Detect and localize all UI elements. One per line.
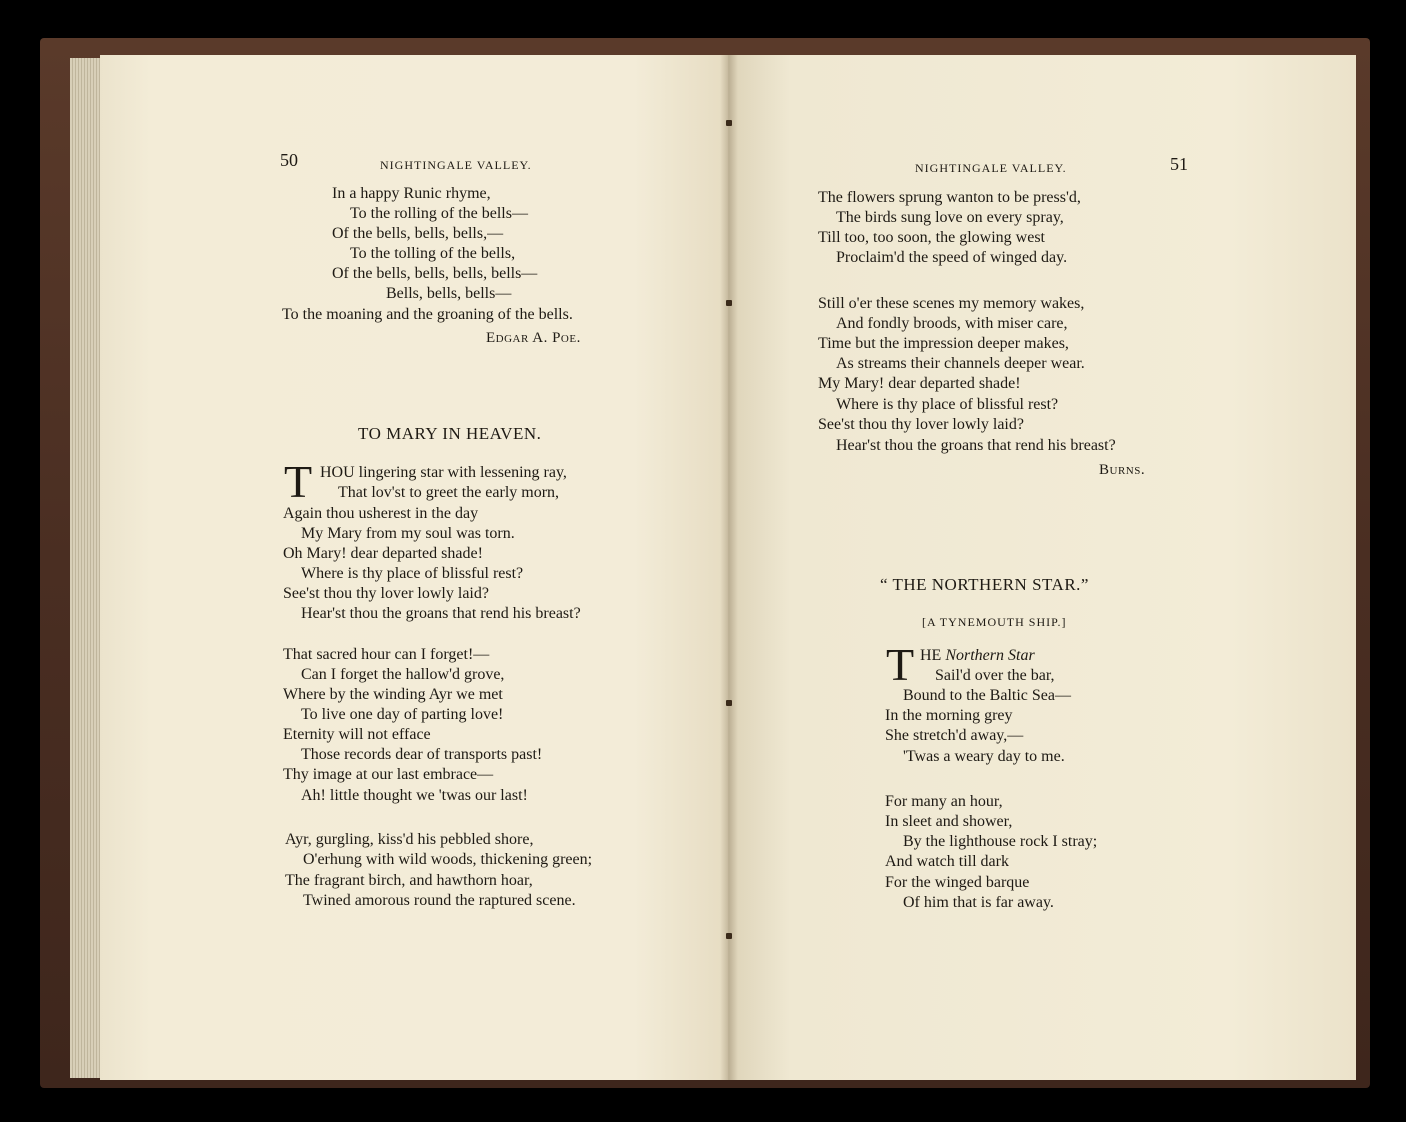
- right-running-head: NIGHTINGALE VALLEY.: [915, 161, 1067, 175]
- drop-cap: T: [886, 639, 915, 690]
- verse-line: My Mary from my soul was torn.: [301, 525, 515, 542]
- verse-line: See'st thou thy lover lowly laid?: [283, 585, 489, 602]
- verse-line: Of him that is far away.: [903, 894, 1054, 911]
- verse-line: And fondly broods, with miser care,: [836, 315, 1068, 332]
- verse-text: HE: [920, 647, 946, 664]
- verse-line: And watch till dark: [885, 853, 1009, 870]
- poem-subtitle: [A TYNEMOUTH SHIP.]: [922, 615, 1067, 629]
- author-attribution: Edgar A. Poe.: [486, 330, 581, 346]
- verse-line: Till too, too soon, the glowing west: [818, 229, 1045, 246]
- verse-line: Proclaim'd the speed of winged day.: [836, 249, 1068, 266]
- poem-title: “ THE NORTHERN STAR.”: [880, 575, 1089, 594]
- verse-line: Where is thy place of blissful rest?: [836, 396, 1059, 413]
- verse-line: Eternity will not efface: [283, 726, 431, 743]
- verse-line: To the tolling of the bells,: [350, 245, 516, 262]
- verse-line: For many an hour,: [885, 793, 1003, 810]
- verse-line: Hear'st thou the groans that rend his breast?: [301, 605, 581, 622]
- author-attribution: Burns.: [1099, 462, 1146, 478]
- verse-line: To the rolling of the bells—: [350, 205, 528, 222]
- verse-line: Ah! little thought we 'twas our last!: [301, 787, 528, 804]
- verse-line: Bells, bells, bells—: [386, 285, 512, 302]
- verse-line: To the moaning and the groaning of the bells.: [282, 306, 573, 323]
- verse-line: Can I forget the hallow'd grove,: [301, 666, 505, 683]
- left-page-number: 50: [280, 150, 298, 170]
- verse-line: Again thou usherest in the day: [283, 505, 479, 522]
- verse-line: In a happy Runic rhyme,: [332, 185, 491, 202]
- verse-line: [920, 646, 1035, 666]
- verse-line: That lov'st to greet the early morn,: [338, 484, 560, 501]
- verse-line: Bound to the Baltic Sea—: [903, 687, 1071, 704]
- ship-name: Northern Star: [945, 647, 1035, 664]
- verse-line: O'erhung with wild woods, thickening green;: [303, 851, 593, 868]
- verse-line: HOU lingering star with lessening ray,: [320, 464, 567, 481]
- verse-line: By the lighthouse rock I stray;: [903, 833, 1098, 850]
- right-page-number: 51: [1170, 154, 1188, 174]
- binding-stitch: [726, 933, 732, 939]
- verse-line: The birds sung love on every spray,: [836, 209, 1064, 226]
- verse-line: That sacred hour can I forget!—: [283, 646, 490, 663]
- poem-title: TO MARY IN HEAVEN.: [358, 424, 542, 443]
- verse-line: Still o'er these scenes my memory wakes,: [818, 295, 1085, 312]
- verse-line: She stretch'd away,—: [885, 727, 1024, 744]
- drop-cap: T: [284, 456, 313, 507]
- binding-stitch: [726, 300, 732, 306]
- binding-stitch: [726, 700, 732, 706]
- verse-line: As streams their channels deeper wear.: [836, 355, 1085, 372]
- verse-line: In sleet and shower,: [885, 813, 1013, 830]
- verse-line: Of the bells, bells, bells, bells—: [332, 265, 538, 282]
- verse-line: Sail'd over the bar,: [935, 667, 1055, 684]
- verse-line: Of the bells, bells, bells,—: [332, 225, 504, 242]
- verse-line: Thy image at our last embrace—: [283, 766, 494, 783]
- verse-line: See'st thou thy lover lowly laid?: [818, 416, 1024, 433]
- book-gutter: [720, 55, 738, 1080]
- verse-line: The fragrant birch, and hawthorn hoar,: [285, 872, 533, 889]
- verse-line: Twined amorous round the raptured scene.: [303, 892, 576, 909]
- verse-line: My Mary! dear departed shade!: [818, 375, 1021, 392]
- verse-line: For the winged barque: [885, 874, 1030, 891]
- left-running-head: NIGHTINGALE VALLEY.: [380, 158, 532, 172]
- verse-line: Oh Mary! dear departed shade!: [283, 545, 483, 562]
- verse-line: In the morning grey: [885, 707, 1013, 724]
- verse-line: Time but the impression deeper makes,: [818, 335, 1069, 352]
- verse-line: Where is thy place of blissful rest?: [301, 565, 524, 582]
- verse-line: To live one day of parting love!: [301, 706, 504, 723]
- verse-line: Hear'st thou the groans that rend his breast?: [836, 437, 1116, 454]
- verse-line: Those records dear of transports past!: [301, 746, 543, 763]
- verse-line: The flowers sprung wanton to be press'd,: [818, 189, 1081, 206]
- binding-stitch: [726, 120, 732, 126]
- verse-line: 'Twas a weary day to me.: [903, 748, 1065, 765]
- verse-line: Ayr, gurgling, kiss'd his pebbled shore,: [285, 831, 534, 848]
- verse-line: Where by the winding Ayr we met: [283, 686, 503, 703]
